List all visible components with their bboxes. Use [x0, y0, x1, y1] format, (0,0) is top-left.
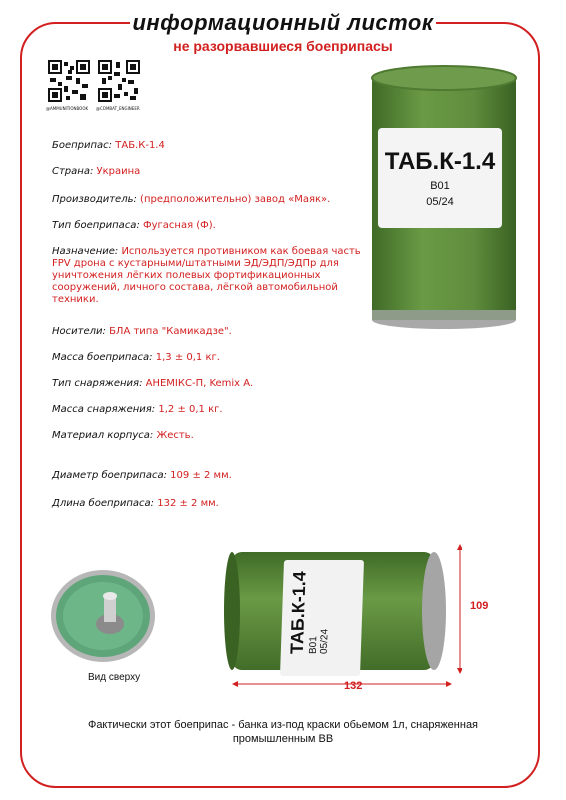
field-body-material: Материал корпуса: Жесть. [52, 430, 194, 441]
footer-note [60, 718, 506, 746]
footer-line-2: промышленным ВВ [232, 733, 334, 745]
can-label-code: В01 [430, 180, 450, 192]
field-purpose: Назначение: Используется противником как боевая часть FPV дрона с кустарными/штатными ЭД/ЭДП/ЭДПр для уничтожения лёгких полевых фортификационных сооружений, личного состава, лёгкой автомобильной техники. [52, 246, 361, 305]
can-side-label-name: ТАБ.К-1.4 [286, 571, 310, 654]
field-diameter: Диаметр боеприпаса: 109 ± 2 мм. [52, 470, 232, 481]
width-dimension: 132 [344, 680, 363, 692]
qr-caption: @COMBAT_ENGINEER [96, 106, 140, 111]
field-munition: Боеприпас: ТАБ.К-1.4 [52, 140, 165, 151]
height-dimension: 109 [470, 600, 489, 612]
field-filling-mass: Масса снаряжения: 1,2 ± 0,1 кг. [52, 404, 223, 415]
page-subtitle: не разорвавшиеся боеприпасы [173, 38, 393, 54]
qr-code-icon[interactable] [48, 60, 90, 102]
field-length: Длина боеприпаса: 132 ± 2 мм. [52, 498, 219, 509]
field-manufacturer: Производитель: (предположительно) завод «Маяк». [52, 194, 331, 205]
footer-line-1: Фактически этот боеприпас - банка из-под краски обьемом 1л, снаряженная [87, 719, 479, 731]
can-side-label-code: В01 [307, 636, 320, 654]
field-type: Тип боеприпаса: Фугасная (Ф). [52, 220, 216, 231]
field-filling-type: Тип снаряжения: АНЕМІКС-П, Kemix A. [52, 378, 254, 389]
can-label-date: 05/24 [426, 196, 454, 208]
field-country: Страна: Украина [52, 166, 141, 177]
header [130, 8, 436, 68]
can-label-name: ТАБ.К-1.4 [384, 148, 496, 175]
qr-caption: @AMMUNITIONBOOK [46, 106, 89, 111]
field-carriers: Носители: БЛА типа "Камикадзе". [52, 326, 232, 337]
page-title: информационный листок [132, 10, 434, 35]
can-label [378, 128, 502, 228]
top-view-photo [48, 566, 158, 666]
can-side-label-date: 05/24 [318, 628, 331, 654]
width-dimension-line [232, 676, 452, 692]
can-side-label [280, 560, 364, 676]
top-view-caption: Вид сверху [88, 672, 141, 683]
field-mass: Масса боеприпаса: 1,3 ± 0,1 кг. [52, 352, 220, 363]
qr-code-icon[interactable] [98, 60, 140, 102]
